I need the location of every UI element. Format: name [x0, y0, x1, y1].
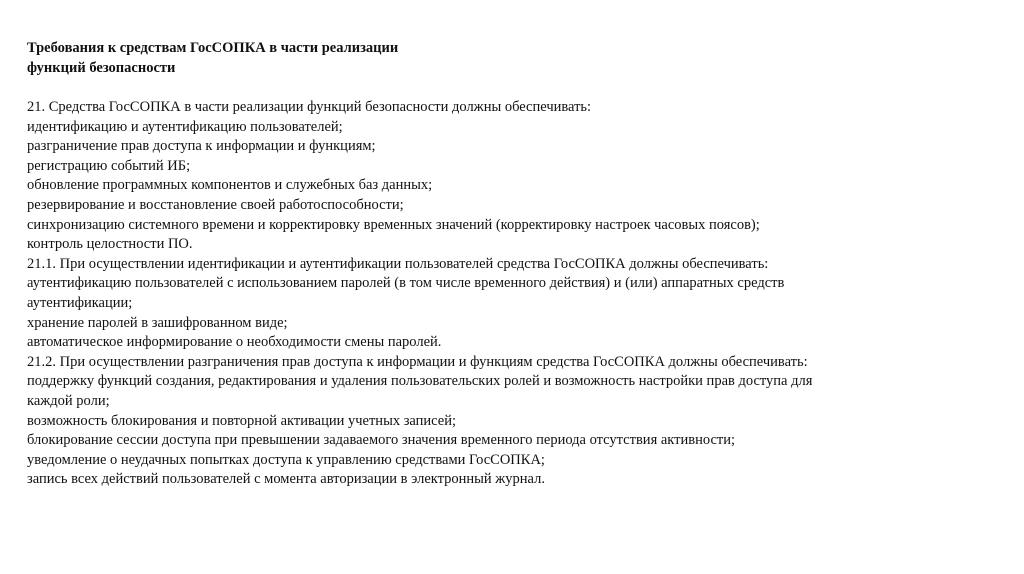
text-line: 21.1. При осуществлении идентификации и аутентификации пользователей средства ГосСОПКА должны обеспечивать: [27, 255, 769, 272]
document-page [27, 38, 997, 490]
text-line: блокирование сессии доступа при превышении задаваемого значения временного периода отсутствия активности; [27, 432, 736, 449]
document-body [27, 98, 997, 490]
text-line: запись всех действий пользователей с момента авторизации в электронный журнал. [27, 471, 545, 488]
text-line: регистрацию событий ИБ; [27, 157, 191, 174]
text-line: возможность блокирования и повторной активации учетных записей; [27, 412, 457, 429]
text-line: синхронизацию системного времени и корректировку временных значений (корректировку настроек часовых поясов); [27, 216, 760, 233]
text-line: аутентификации; [27, 294, 133, 311]
document-title [27, 38, 997, 78]
text-line: поддержку функций создания, редактирования и удаления пользовательских ролей и возможность настройки прав доступа для [27, 373, 813, 390]
text-line: 21.2. При осуществлении разграничения прав доступа к информации и функциям средства ГосСОПКА должны обеспечивать: [27, 353, 808, 370]
text-line: хранение паролей в зашифрованном виде; [27, 314, 288, 331]
text-line: контроль целостности ПО. [27, 236, 193, 253]
text-line: каждой роли; [27, 392, 110, 409]
text-line: разграничение прав доступа к информации и функциям; [27, 138, 376, 155]
text-line: 21. Средства ГосСОПКА в части реализации функций безопасности должны обеспечивать: [27, 99, 592, 115]
text-line: обновление программных компонентов и служебных баз данных; [27, 177, 433, 194]
text-line: резервирование и восстановление своей работоспособности; [27, 196, 404, 213]
title-line-2: функций безопасности [27, 60, 176, 76]
text-line: уведомление о неудачных попытках доступа к управлению средствами ГосСОПКА; [27, 451, 545, 468]
text-line: автоматическое информирование о необходимости смены паролей. [27, 334, 442, 351]
text-line: аутентификацию пользователей с использованием паролей (в том числе временного действия) и (или) аппаратных средств [27, 275, 785, 292]
title-line-1: Требования к средствам ГосСОПКА в части реализации [27, 40, 399, 56]
text-line: идентификацию и аутентификацию пользователей; [27, 118, 343, 135]
